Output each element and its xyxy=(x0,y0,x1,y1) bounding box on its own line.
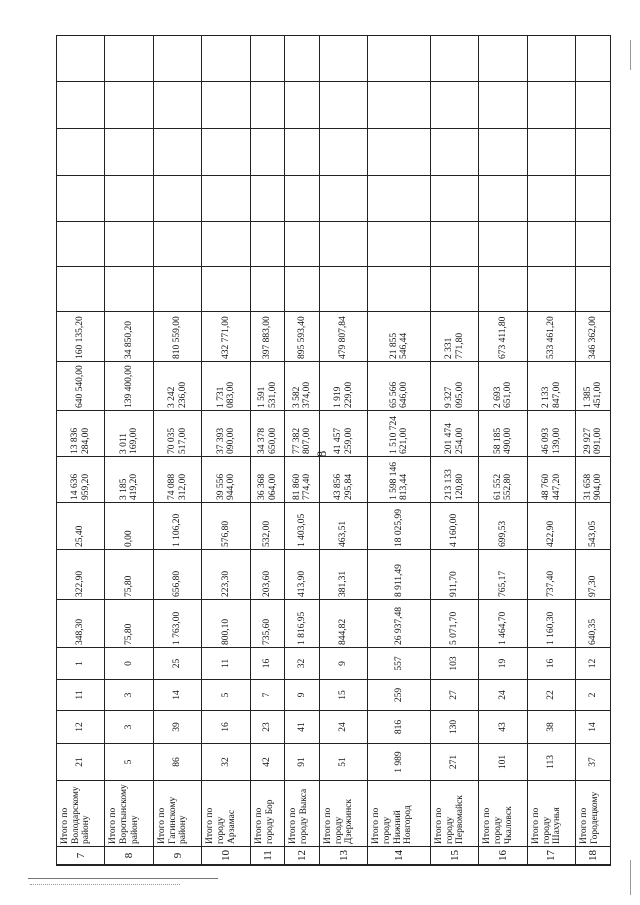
cell-10: 139 400,00 xyxy=(105,362,153,411)
cell-8: 74 088 312,00 xyxy=(153,457,201,503)
row-number: 16 xyxy=(479,847,527,865)
empty-cell xyxy=(527,36,575,82)
cell-8: 213 133 120,80 xyxy=(430,457,478,503)
empty-cell xyxy=(285,267,320,312)
empty-cell xyxy=(576,222,611,267)
empty-cell xyxy=(153,222,201,267)
cell-5: 800,10 xyxy=(202,600,250,648)
empty-cell xyxy=(285,82,320,129)
cell-4: 11 xyxy=(202,648,250,680)
empty-cell xyxy=(57,176,105,222)
cell-6: 765,17 xyxy=(479,550,527,600)
cell-8: 39 556 944,00 xyxy=(202,457,250,503)
cell-11: 21 855 546,44 xyxy=(368,312,430,362)
cell-8: 14 636 959,20 xyxy=(57,457,105,503)
table-row-14 xyxy=(368,36,430,865)
empty-cell xyxy=(430,82,478,129)
cell-9: 3 011 169,00 xyxy=(105,411,153,457)
cell-1: 1 989 xyxy=(368,744,430,781)
footer-line xyxy=(28,878,218,879)
row-name: Итого по городу Чкаловск xyxy=(479,781,527,847)
empty-cell xyxy=(202,222,250,267)
cell-4: 25 xyxy=(153,648,201,680)
cell-6: 75,80 xyxy=(105,550,153,600)
cell-6: 203,60 xyxy=(250,550,285,600)
empty-cell xyxy=(202,267,250,312)
cell-5: 844,82 xyxy=(319,600,367,648)
row-number: 14 xyxy=(368,847,430,865)
cell-4: 103 xyxy=(430,648,478,680)
empty-cell xyxy=(105,176,153,222)
cell-5: 348,30 xyxy=(57,600,105,648)
cell-2: 3 xyxy=(105,711,153,744)
cell-1: 5 xyxy=(105,744,153,781)
empty-cell xyxy=(250,176,285,222)
empty-cell xyxy=(576,82,611,129)
cell-7: 1 403,05 xyxy=(285,503,320,550)
empty-cell xyxy=(250,36,285,82)
empty-cell xyxy=(368,176,430,222)
cell-7: 699,53 xyxy=(479,503,527,550)
table-row-9 xyxy=(153,36,201,865)
cell-10: 2 133 847,00 xyxy=(527,362,575,411)
table-row-10 xyxy=(202,36,250,865)
edge-mark xyxy=(630,860,631,895)
empty-cell xyxy=(576,176,611,222)
cell-2: 39 xyxy=(153,711,201,744)
empty-cell xyxy=(319,82,367,129)
row-number: 13 xyxy=(319,847,367,865)
row-name: Итого по Гагинскому району xyxy=(153,781,201,847)
empty-cell xyxy=(202,129,250,176)
cell-8: 36 368 064,00 xyxy=(250,457,285,503)
empty-cell xyxy=(479,176,527,222)
cell-5: 1 160,30 xyxy=(527,600,575,648)
cell-7: 463,51 xyxy=(319,503,367,550)
empty-cell xyxy=(250,82,285,129)
cell-7: 532,00 xyxy=(250,503,285,550)
cell-7: 543,05 xyxy=(576,503,611,550)
cell-2: 14 xyxy=(576,711,611,744)
cell-5: 1 816,95 xyxy=(285,600,320,648)
cell-6: 381,31 xyxy=(319,550,367,600)
empty-cell xyxy=(153,36,201,82)
cell-4: 9 xyxy=(319,648,367,680)
footer-dotted-line xyxy=(30,884,180,885)
empty-cell xyxy=(57,222,105,267)
cell-10: 1 919 229,00 xyxy=(319,362,367,411)
cell-3: 3 xyxy=(105,680,153,711)
table-row-7 xyxy=(57,36,105,865)
cell-1: 271 xyxy=(430,744,478,781)
cell-3: 27 xyxy=(430,680,478,711)
empty-cell xyxy=(576,36,611,82)
cell-5: 735,60 xyxy=(250,600,285,648)
row-name: Итого по городу Нижний Новгород xyxy=(368,781,430,847)
empty-cell xyxy=(250,222,285,267)
cell-3: 259 xyxy=(368,680,430,711)
cell-10: 640 540,00 xyxy=(57,362,105,411)
empty-cell xyxy=(285,222,320,267)
cell-7: 1 106,20 xyxy=(153,503,201,550)
cell-9: 37 393 090,00 xyxy=(202,411,250,457)
cell-1: 86 xyxy=(153,744,201,781)
table-row-11 xyxy=(250,36,285,865)
empty-cell xyxy=(319,36,367,82)
empty-cell xyxy=(479,82,527,129)
empty-cell xyxy=(319,129,367,176)
table-row-17 xyxy=(527,36,575,865)
cell-8: 48 760 447,20 xyxy=(527,457,575,503)
empty-cell xyxy=(576,267,611,312)
empty-cell xyxy=(527,129,575,176)
cell-3: 5 xyxy=(202,680,250,711)
row-name: Итого по Воротынскому району xyxy=(105,781,153,847)
cell-9: 1 510 724 621,00 xyxy=(368,411,430,457)
cell-8: 1 598 146 813,44 xyxy=(368,457,430,503)
cell-2: 43 xyxy=(479,711,527,744)
empty-cell xyxy=(202,82,250,129)
cell-11: 34 850,20 xyxy=(105,312,153,362)
cell-10: 3 242 236,00 xyxy=(153,362,201,411)
table-row-8 xyxy=(105,36,153,865)
cell-10: 1 731 083,00 xyxy=(202,362,250,411)
table-row-12 xyxy=(285,36,320,865)
cell-9: 77 382 807,00 xyxy=(285,411,320,457)
row-number: 12 xyxy=(285,847,320,865)
cell-6: 97,30 xyxy=(576,550,611,600)
edge-mark xyxy=(630,40,631,70)
cell-2: 38 xyxy=(527,711,575,744)
cell-10: 3 582 374,00 xyxy=(285,362,320,411)
cell-11: 533 461,20 xyxy=(527,312,575,362)
row-name: Итого по городу Арзамас xyxy=(202,781,250,847)
empty-cell xyxy=(285,36,320,82)
empty-cell xyxy=(479,36,527,82)
cell-6: 223,30 xyxy=(202,550,250,600)
page-number: 8 xyxy=(314,450,329,458)
cell-3: 22 xyxy=(527,680,575,711)
cell-11: 895 593,40 xyxy=(285,312,320,362)
row-number: 18 xyxy=(576,847,611,865)
cell-3: 2 xyxy=(576,680,611,711)
empty-cell xyxy=(527,82,575,129)
cell-11: 346 362,00 xyxy=(576,312,611,362)
cell-9: 58 185 490,00 xyxy=(479,411,527,457)
row-number: 9 xyxy=(153,847,201,865)
row-number: 7 xyxy=(57,847,105,865)
cell-6: 911,70 xyxy=(430,550,478,600)
cell-11: 397 883,00 xyxy=(250,312,285,362)
empty-cell xyxy=(285,129,320,176)
empty-cell xyxy=(479,267,527,312)
cell-6: 8 911,49 xyxy=(368,550,430,600)
row-number: 8 xyxy=(105,847,153,865)
empty-cell xyxy=(105,129,153,176)
empty-cell xyxy=(153,176,201,222)
empty-cell xyxy=(430,176,478,222)
cell-6: 656,80 xyxy=(153,550,201,600)
row-number: 17 xyxy=(527,847,575,865)
cell-1: 101 xyxy=(479,744,527,781)
cell-7: 4 160,00 xyxy=(430,503,478,550)
empty-cell xyxy=(105,36,153,82)
cell-5: 1 464,70 xyxy=(479,600,527,648)
row-name: Итого по городу Шахунья xyxy=(527,781,575,847)
cell-4: 16 xyxy=(527,648,575,680)
empty-cell xyxy=(479,129,527,176)
row-number: 10 xyxy=(202,847,250,865)
empty-cell xyxy=(202,176,250,222)
empty-cell xyxy=(153,129,201,176)
table-wrap xyxy=(56,36,611,866)
cell-8: 43 856 295,84 xyxy=(319,457,367,503)
cell-4: 0 xyxy=(105,648,153,680)
cell-6: 413,90 xyxy=(285,550,320,600)
cell-6: 737,40 xyxy=(527,550,575,600)
empty-cell xyxy=(285,176,320,222)
empty-cell xyxy=(576,129,611,176)
cell-5: 75,80 xyxy=(105,600,153,648)
empty-cell xyxy=(105,82,153,129)
cell-4: 19 xyxy=(479,648,527,680)
empty-cell xyxy=(527,222,575,267)
data-table xyxy=(56,35,611,865)
cell-11: 479 807,84 xyxy=(319,312,367,362)
row-name: Итого по городу Первомайск xyxy=(430,781,478,847)
cell-5: 1 763,00 xyxy=(153,600,201,648)
empty-cell xyxy=(368,267,430,312)
cell-5: 640,35 xyxy=(576,600,611,648)
cell-9: 46 093 139,00 xyxy=(527,411,575,457)
empty-cell xyxy=(57,36,105,82)
cell-9: 13 836 284,00 xyxy=(57,411,105,457)
empty-cell xyxy=(153,82,201,129)
cell-9: 70 035 517,00 xyxy=(153,411,201,457)
cell-2: 12 xyxy=(57,711,105,744)
cell-3: 11 xyxy=(57,680,105,711)
cell-2: 130 xyxy=(430,711,478,744)
cell-10: 65 566 646,00 xyxy=(368,362,430,411)
cell-9: 29 927 091,00 xyxy=(576,411,611,457)
cell-3: 24 xyxy=(479,680,527,711)
cell-8: 61 552 552,80 xyxy=(479,457,527,503)
cell-7: 25,40 xyxy=(57,503,105,550)
cell-1: 37 xyxy=(576,744,611,781)
cell-3: 15 xyxy=(319,680,367,711)
cell-1: 42 xyxy=(250,744,285,781)
cell-7: 0,00 xyxy=(105,503,153,550)
empty-cell xyxy=(105,267,153,312)
empty-cell xyxy=(368,129,430,176)
table-row-16 xyxy=(479,36,527,865)
row-number: 15 xyxy=(430,847,478,865)
empty-cell xyxy=(479,222,527,267)
cell-3: 14 xyxy=(153,680,201,711)
empty-cell xyxy=(202,36,250,82)
cell-2: 16 xyxy=(202,711,250,744)
cell-10: 1 591 531,00 xyxy=(250,362,285,411)
cell-11: 673 411,80 xyxy=(479,312,527,362)
table-row-15 xyxy=(430,36,478,865)
empty-cell xyxy=(57,82,105,129)
row-number: 11 xyxy=(250,847,285,865)
empty-cell xyxy=(57,267,105,312)
cell-1: 51 xyxy=(319,744,367,781)
table-body xyxy=(57,36,611,865)
cell-2: 41 xyxy=(285,711,320,744)
empty-cell xyxy=(153,267,201,312)
cell-2: 816 xyxy=(368,711,430,744)
row-name: Итого по Володарскому району xyxy=(57,781,105,847)
cell-10: 2 693 651,00 xyxy=(479,362,527,411)
empty-cell xyxy=(430,222,478,267)
cell-8: 31 658 904,00 xyxy=(576,457,611,503)
cell-10: 9 327 095,00 xyxy=(430,362,478,411)
cell-11: 2 331 771,80 xyxy=(430,312,478,362)
empty-cell xyxy=(105,222,153,267)
cell-2: 24 xyxy=(319,711,367,744)
cell-7: 18 025,99 xyxy=(368,503,430,550)
cell-9: 41 457 259,00 xyxy=(319,411,367,457)
cell-7: 422,90 xyxy=(527,503,575,550)
cell-3: 7 xyxy=(250,680,285,711)
empty-cell xyxy=(527,267,575,312)
empty-cell xyxy=(368,82,430,129)
empty-cell xyxy=(319,267,367,312)
cell-11: 432 771,00 xyxy=(202,312,250,362)
cell-1: 113 xyxy=(527,744,575,781)
empty-cell xyxy=(527,176,575,222)
empty-cell xyxy=(368,36,430,82)
cell-1: 32 xyxy=(202,744,250,781)
empty-cell xyxy=(250,129,285,176)
cell-3: 9 xyxy=(285,680,320,711)
empty-cell xyxy=(430,36,478,82)
row-name: Итого по городу Дзержинск xyxy=(319,781,367,847)
cell-4: 1 xyxy=(57,648,105,680)
cell-2: 23 xyxy=(250,711,285,744)
row-name: Итого по городу Выкса xyxy=(285,781,320,847)
cell-10: 1 385 451,00 xyxy=(576,362,611,411)
cell-9: 34 378 650,00 xyxy=(250,411,285,457)
empty-cell xyxy=(430,267,478,312)
cell-4: 12 xyxy=(576,648,611,680)
cell-8: 3 185 419,20 xyxy=(105,457,153,503)
cell-5: 5 071,70 xyxy=(430,600,478,648)
row-name: Итого по Городецкому xyxy=(576,781,611,847)
row-name: Итого по городу Бор xyxy=(250,781,285,847)
cell-4: 16 xyxy=(250,648,285,680)
cell-11: 160 135,20 xyxy=(57,312,105,362)
empty-cell xyxy=(368,222,430,267)
empty-cell xyxy=(430,129,478,176)
cell-4: 32 xyxy=(285,648,320,680)
cell-1: 91 xyxy=(285,744,320,781)
table-row-13 xyxy=(319,36,367,865)
cell-9: 201 474 254,00 xyxy=(430,411,478,457)
cell-7: 576,80 xyxy=(202,503,250,550)
empty-cell xyxy=(250,267,285,312)
empty-cell xyxy=(319,222,367,267)
cell-11: 810 559,00 xyxy=(153,312,201,362)
cell-8: 81 860 774,40 xyxy=(285,457,320,503)
empty-cell xyxy=(57,129,105,176)
cell-4: 557 xyxy=(368,648,430,680)
cell-5: 26 937,48 xyxy=(368,600,430,648)
cell-1: 21 xyxy=(57,744,105,781)
cell-6: 322,90 xyxy=(57,550,105,600)
empty-cell xyxy=(319,176,367,222)
table-row-18 xyxy=(576,36,611,865)
